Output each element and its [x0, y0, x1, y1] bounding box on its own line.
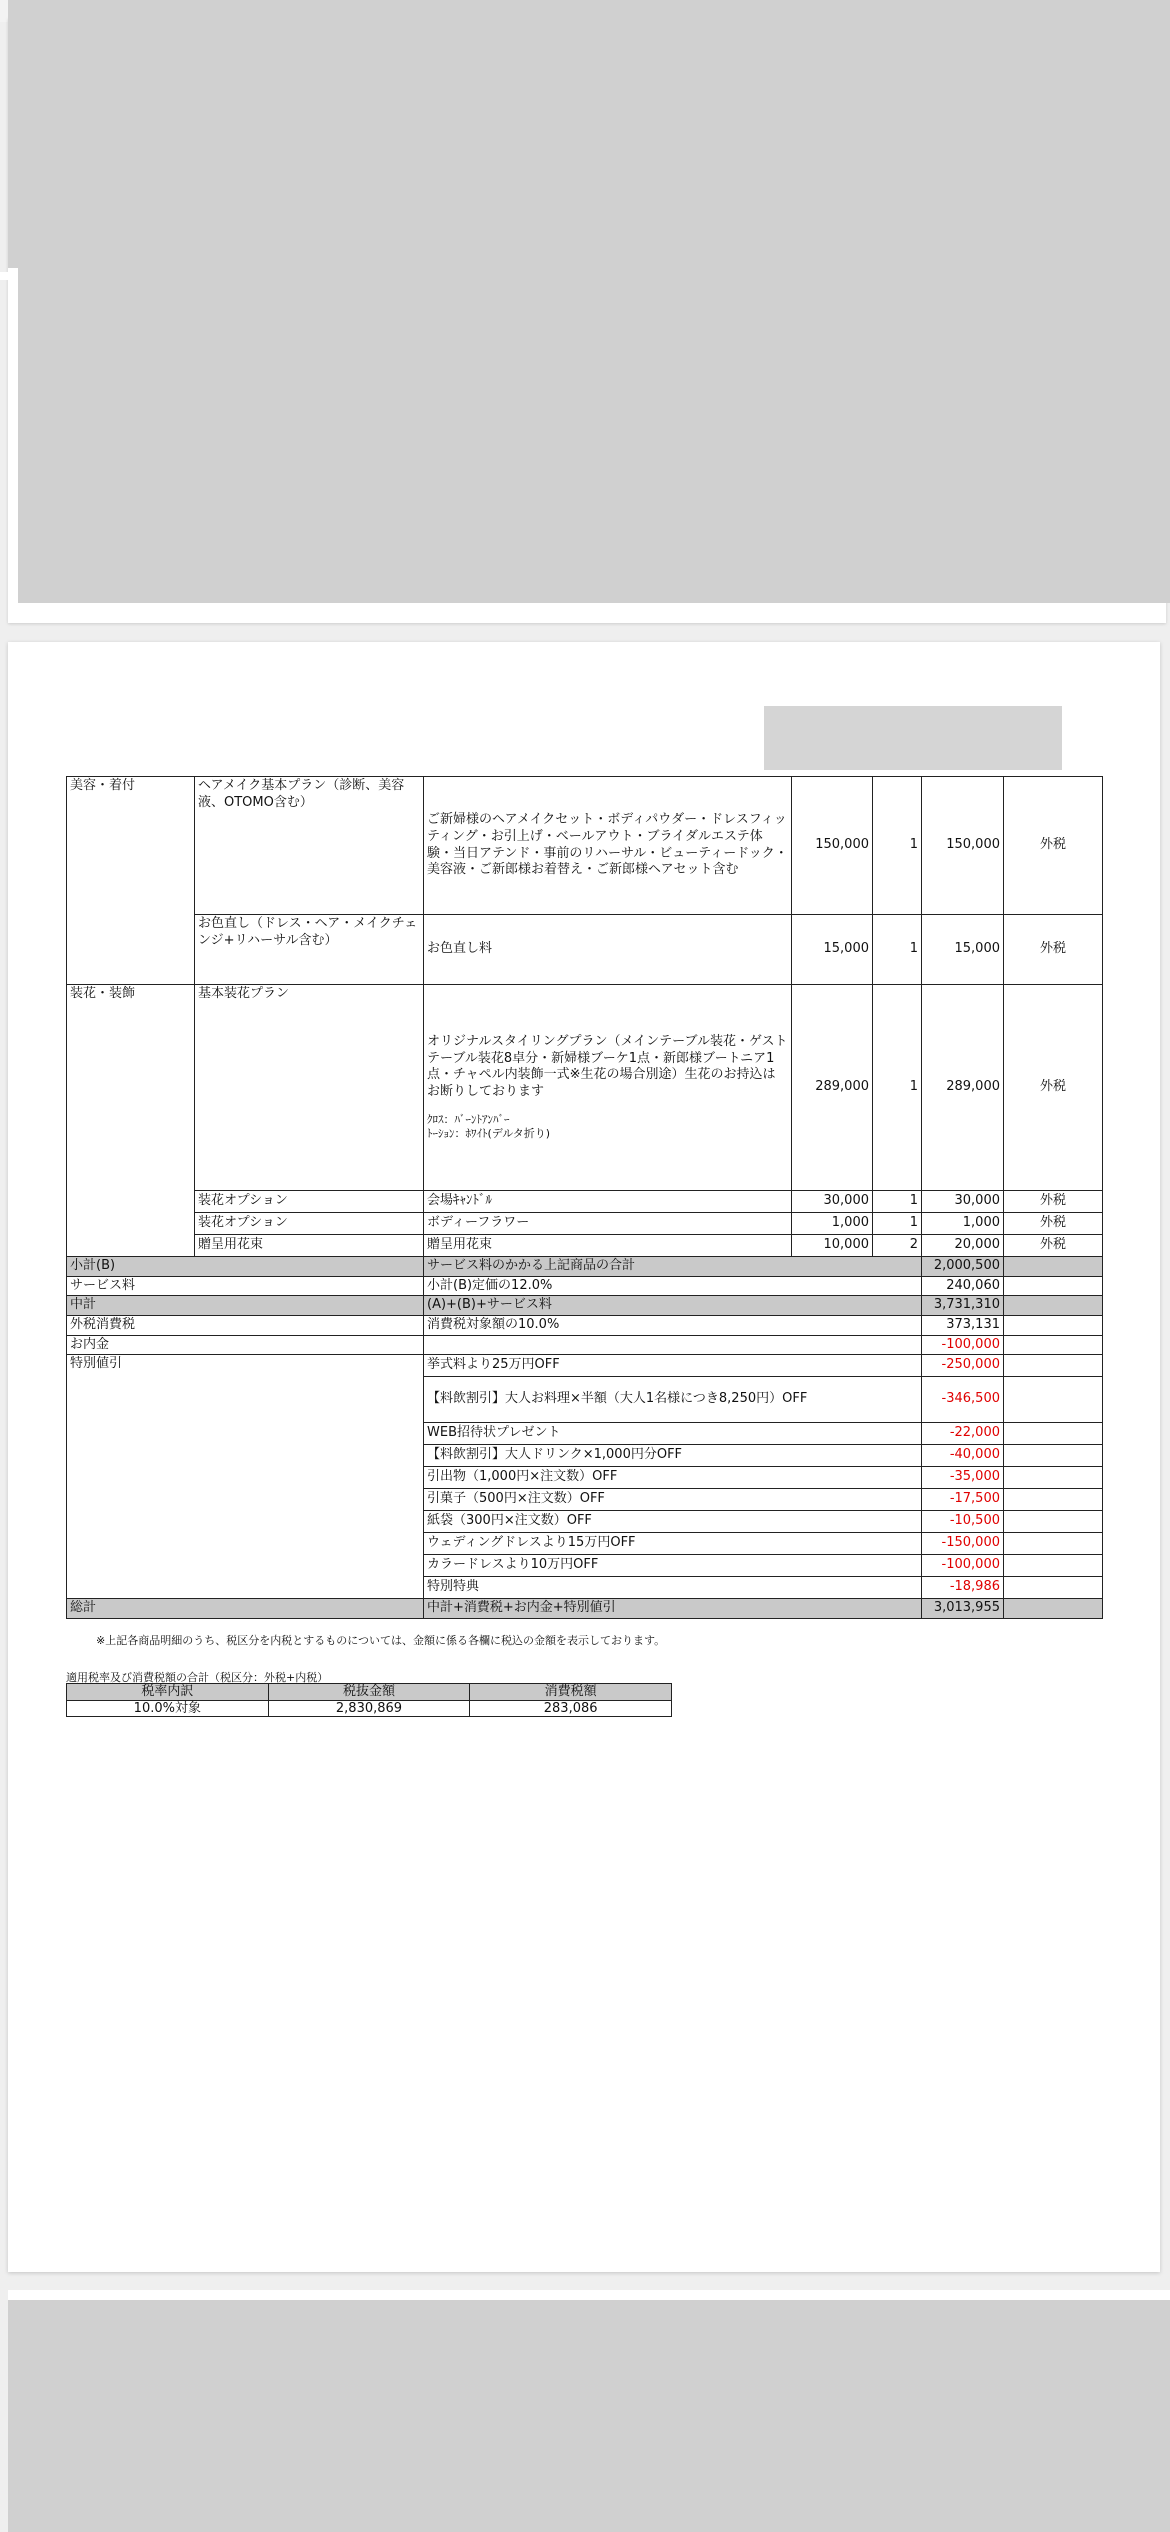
discount-amount: -10,500: [922, 1511, 1004, 1533]
unit-price-cell: 289,000: [792, 985, 873, 1191]
summary-blank: [1004, 1276, 1103, 1296]
amount-cell: 150,000: [922, 777, 1004, 915]
discount-description: 引菓子（500円×注文数）OFF: [424, 1489, 922, 1511]
table-row: [67, 915, 1103, 985]
description-note: ｸﾛｽ：ﾊﾞｰﾝﾄｱﾝﾊﾞｰ ﾄｰｼｮﾝ：ﾎﾜｲﾄ(デルタ折り): [427, 1112, 551, 1140]
category-cell: [67, 915, 195, 985]
discount-amount: -150,000: [922, 1533, 1004, 1555]
discount-amount: -22,000: [922, 1423, 1004, 1445]
tax-type-cell: 外税: [1004, 985, 1103, 1191]
summary-description: [424, 1335, 922, 1355]
discount-blank: [1004, 1533, 1103, 1555]
description-text: オリジナルスタイリングプラン（メインテーブル装花・ゲストテーブル装花8卓分・新婦様ブーケ1点・新郎様ブートニア1点・チャペル内装飾一式※生花の場合別途）生花のお持込はお断りしております: [427, 1034, 788, 1100]
table-row: [67, 777, 1103, 915]
redacted-area: [8, 0, 1170, 268]
description-cell: 贈呈用花束: [424, 1235, 792, 1257]
summary-description: サービス料のかかる上記商品の合計: [424, 1257, 922, 1277]
category-cell: [67, 1191, 195, 1213]
discount-amount: -17,500: [922, 1489, 1004, 1511]
tax-type-cell: 外税: [1004, 1191, 1103, 1213]
summary-amount: 2,000,500: [922, 1257, 1004, 1277]
redacted-area: [764, 706, 1062, 770]
category-cell: 美容・着付: [67, 777, 195, 915]
discount-description: ウェディングドレスより15万円OFF: [424, 1533, 922, 1555]
total-description: 中計+消費税+お内金+特別値引: [424, 1599, 922, 1619]
tax-type-cell: 外税: [1004, 915, 1103, 985]
plan-cell: 贈呈用花束: [195, 1235, 424, 1257]
summary-blank: [1004, 1257, 1103, 1277]
page-edge: [0, 272, 16, 280]
amount-cell: 289,000: [922, 985, 1004, 1191]
tax-table-caption: 適用税率及び消費税額の合計（税区分：外税+内税）: [66, 1671, 329, 1684]
description-cell: ご新婦様のヘアメイクセット・ボディパウダー・ドレスフィッティング・お引上げ・ベールアウト・ブライダルエステ体験・当日アテンド・事前のリハーサル・ビューティードック・美容液・ご新郎様お着替え・ご新郎様ヘアセット含む: [424, 777, 792, 915]
discount-description: カラードレスより10万円OFF: [424, 1555, 922, 1577]
category-cell: [67, 1235, 195, 1257]
discount-description: 【料飲割引】大人ドリンク×1,000円分OFF: [424, 1445, 922, 1467]
summary-description: 消費税対象額の10.0%: [424, 1315, 922, 1335]
discount-amount: -346,500: [922, 1377, 1004, 1423]
discount-description: 特別特典: [424, 1577, 922, 1599]
discount-description: 挙式料より25万円OFF: [424, 1355, 922, 1377]
summary-amount: 373,131: [922, 1315, 1004, 1335]
unit-price-cell: 10,000: [792, 1235, 873, 1257]
midtotal-row: [67, 1296, 1103, 1316]
amount-cell: 20,000: [922, 1235, 1004, 1257]
header-cell: 消費税額: [470, 1684, 672, 1701]
header-cell: 税抜金額: [268, 1684, 470, 1701]
redacted-area: [8, 2300, 1170, 2532]
quantity-cell: 1: [873, 777, 922, 915]
discount-blank: [1004, 1377, 1103, 1423]
summary-amount: -100,000: [922, 1335, 1004, 1355]
grand-total-row: [67, 1599, 1103, 1619]
tax-row: [67, 1315, 1103, 1335]
unit-price-cell: 150,000: [792, 777, 873, 915]
summary-label: サービス料: [67, 1276, 424, 1296]
service-charge-row: [67, 1276, 1103, 1296]
discount-blank: [1004, 1355, 1103, 1377]
tax-type-cell: 外税: [1004, 1213, 1103, 1235]
tax-rate-table: [66, 1683, 672, 1717]
quantity-cell: 1: [873, 915, 922, 985]
plan-cell: 装花オプション: [195, 1191, 424, 1213]
discount-amount: -35,000: [922, 1467, 1004, 1489]
table-row: [67, 1191, 1103, 1213]
tax-note: ※上記各商品明細のうち、税区分を内税とするものについては、金額に係る各欄に税込の金額を表示しております。: [96, 1634, 666, 1647]
document-page: [8, 642, 1160, 2272]
table-row: [67, 1235, 1103, 1257]
plan-cell: 基本装花プラン: [195, 985, 424, 1191]
summary-amount: 3,731,310: [922, 1296, 1004, 1316]
summary-label: 外税消費税: [67, 1315, 424, 1335]
total-label: 総計: [67, 1599, 424, 1619]
discount-amount: -18,986: [922, 1577, 1004, 1599]
tax-type-cell: 外税: [1004, 777, 1103, 915]
category-cell: [67, 1213, 195, 1235]
total-blank: [1004, 1599, 1103, 1619]
summary-label: お内金: [67, 1335, 424, 1355]
unit-price-cell: 1,000: [792, 1213, 873, 1235]
tax-table-row: [67, 1700, 672, 1717]
quantity-cell: 2: [873, 1235, 922, 1257]
discount-description: 引出物（1,000円×注文数）OFF: [424, 1467, 922, 1489]
subtotal-row: [67, 1257, 1103, 1277]
unit-price-cell: 30,000: [792, 1191, 873, 1213]
discount-blank: [1004, 1489, 1103, 1511]
discount-amount: -250,000: [922, 1355, 1004, 1377]
plan-cell: 装花オプション: [195, 1213, 424, 1235]
discount-description: WEB招待状プレゼント: [424, 1423, 922, 1445]
summary-blank: [1004, 1296, 1103, 1316]
unit-price-cell: 15,000: [792, 915, 873, 985]
deposit-row: [67, 1335, 1103, 1355]
discount-blank: [1004, 1577, 1103, 1599]
amount-cell: 15,000: [922, 915, 1004, 985]
quantity-cell: 1: [873, 1191, 922, 1213]
summary-blank: [1004, 1335, 1103, 1355]
table-cell: 283,086: [470, 1700, 672, 1717]
category-cell: 装花・装飾: [67, 985, 195, 1191]
quantity-cell: 1: [873, 985, 922, 1191]
amount-cell: 30,000: [922, 1191, 1004, 1213]
description-cell: 会場ｷｬﾝﾄﾞﾙ: [424, 1191, 792, 1213]
description-cell: お色直し料: [424, 915, 792, 985]
table-row: [67, 1213, 1103, 1235]
tax-table-header: [67, 1684, 672, 1701]
table-cell: 10.0%対象: [67, 1700, 269, 1717]
summary-label: 小計(B): [67, 1257, 424, 1277]
description-cell: [424, 985, 792, 1191]
discount-description: 紙袋（300円×注文数）OFF: [424, 1511, 922, 1533]
redacted-area: [18, 268, 1170, 603]
discount-blank: [1004, 1445, 1103, 1467]
summary-label: 中計: [67, 1296, 424, 1316]
discount-amount: -40,000: [922, 1445, 1004, 1467]
summary-amount: 240,060: [922, 1276, 1004, 1296]
summary-description: 小計(B)定価の12.0%: [424, 1276, 922, 1296]
discount-row: [67, 1355, 1103, 1377]
quantity-cell: 1: [873, 1213, 922, 1235]
tax-type-cell: 外税: [1004, 1235, 1103, 1257]
discount-blank: [1004, 1555, 1103, 1577]
discount-blank: [1004, 1467, 1103, 1489]
summary-description: (A)+(B)+サービス料: [424, 1296, 922, 1316]
discount-blank: [1004, 1423, 1103, 1445]
table-row: [67, 985, 1103, 1191]
description-cell: ボディーフラワー: [424, 1213, 792, 1235]
discount-label: 特別値引: [67, 1355, 424, 1599]
table-cell: 2,830,869: [268, 1700, 470, 1717]
discount-amount: -100,000: [922, 1555, 1004, 1577]
discount-blank: [1004, 1511, 1103, 1533]
invoice-table: [66, 776, 1103, 1619]
discount-description: 【料飲割引】大人お料理×半額（大人1名様につき8,250円）OFF: [424, 1377, 922, 1423]
header-cell: 税率内訳: [67, 1684, 269, 1701]
plan-cell: お色直し（ドレス・ヘア・メイクチェンジ+リハーサル含む）: [195, 915, 424, 985]
summary-blank: [1004, 1315, 1103, 1335]
total-amount: 3,013,955: [922, 1599, 1004, 1619]
amount-cell: 1,000: [922, 1213, 1004, 1235]
plan-cell: ヘアメイク基本プラン（診断、美容液、OTOMO含む）: [195, 777, 424, 915]
